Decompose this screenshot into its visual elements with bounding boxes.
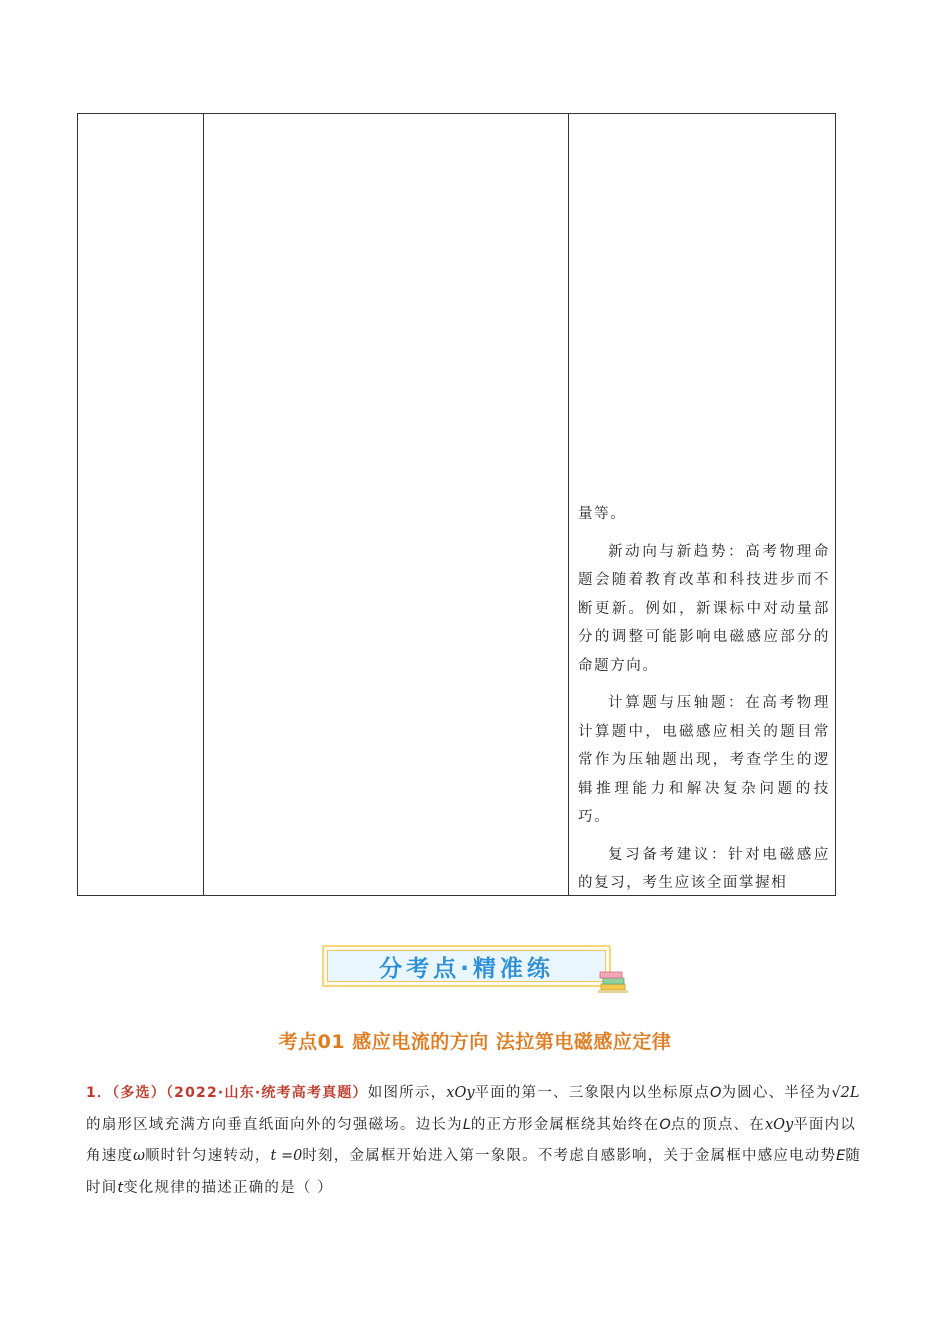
- math-expression: √2L: [831, 1085, 860, 1101]
- question-number: 1．: [86, 1085, 113, 1101]
- question-1: [86, 1078, 866, 1204]
- section-banner: [322, 945, 611, 987]
- books-icon: [598, 968, 628, 994]
- table-column-divider: [568, 114, 569, 895]
- math-variable: O: [659, 1116, 671, 1133]
- cell-paragraph: 新动向与新趋势：高考物理命题会随着教育改革和科技进步而不断更新。例如，新课标中对动量部分的调整可能影响电磁感应部分的命题方向。: [578, 543, 830, 674]
- cell-paragraph: 计算题与压轴题：在高考物理计算题中，电磁感应相关的题目常常作为压轴题出现，考查学生的逻辑推理能力和解决复杂问题的技巧。: [578, 695, 830, 825]
- question-text: 平面内以角速度: [86, 1116, 857, 1164]
- math-variable: E: [836, 1148, 846, 1164]
- cell-paragraph: 量等。: [578, 506, 627, 522]
- math-expression: ω: [133, 1148, 145, 1164]
- question-text: 的扇形区域充满方向垂直纸面向外的匀强磁场。边长为: [86, 1116, 463, 1133]
- math-expression: xOy: [446, 1085, 475, 1101]
- banner-title: 分考点·精准练: [379, 955, 554, 982]
- question-text: 随时间: [86, 1148, 862, 1196]
- question-text: 平面的第一、三象限内以坐标原点: [474, 1085, 711, 1101]
- question-text: 为圆心、半径为: [721, 1085, 832, 1101]
- math-variable: t: [117, 1179, 124, 1196]
- question-text: 的正方形金属框绕其始终在: [470, 1116, 660, 1133]
- table-column-divider: [203, 114, 204, 895]
- banner-inner: [327, 950, 606, 982]
- question-text: 顺时针匀速转动，: [144, 1148, 271, 1164]
- math-variable: O: [710, 1085, 722, 1101]
- math-variable: L: [462, 1116, 471, 1133]
- question-text: 点的顶点、在: [670, 1116, 765, 1133]
- question-text: 如图所示，: [367, 1085, 447, 1101]
- question-source-tag: （多选）（2022·山东·统考高考真题）: [112, 1085, 368, 1101]
- cell-paragraph: 复习备考建议：针对电磁感应的复习，考生应该全面掌握相: [578, 846, 830, 891]
- section-heading: 考点01 感应电流的方向 法拉第电磁感应定律: [278, 1031, 672, 1053]
- math-expression: xOy: [764, 1116, 794, 1133]
- question-text: 变化规律的描述正确的是（ ）: [123, 1179, 334, 1196]
- table-cell-notes: [578, 500, 830, 907]
- math-expression: t =0: [270, 1148, 303, 1164]
- question-text: 时刻，金属框开始进入第一象限。不考虑自感影响，关于金属框中感应电动势: [302, 1148, 837, 1164]
